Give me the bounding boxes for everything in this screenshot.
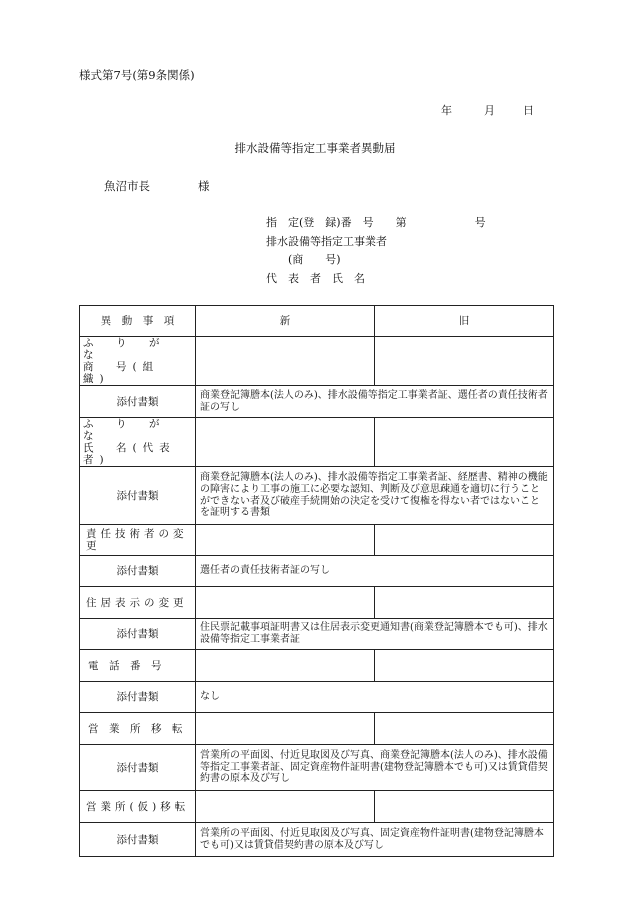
header-item: 異 動 事 項 [80, 306, 196, 337]
new-value-cell[interactable] [196, 587, 375, 619]
change-label-chief-engineer: 責任技術者の変更 [80, 525, 196, 556]
new-value-cell[interactable] [196, 650, 375, 682]
old-value-cell[interactable] [375, 525, 554, 556]
change-row-chief-engineer [80, 525, 554, 556]
change-label-temporary-relocation: 営業所(仮)移転 [80, 791, 196, 823]
attachment-label: 添付書類 [80, 386, 196, 418]
change-label-trade-name [80, 337, 196, 386]
new-value-cell[interactable] [196, 713, 375, 745]
attachment-row [80, 745, 554, 791]
change-table [79, 305, 554, 857]
furigana-label: ふ り が な [83, 418, 182, 442]
change-row-office-relocation [80, 713, 554, 745]
contractor-label: 排水設備等指定工事業者 [266, 234, 387, 248]
attachment-row [80, 823, 554, 857]
old-value-cell[interactable] [375, 650, 554, 682]
attachment-text: 選任者の責任技術者証の写し [196, 556, 554, 587]
designation-suffix: 号 [474, 216, 486, 229]
date-month: 月 [484, 104, 495, 117]
change-row-address-display [80, 587, 554, 619]
new-value-cell[interactable] [196, 337, 375, 386]
header-old: 旧 [375, 306, 554, 337]
addressee-honorific: 様 [198, 179, 210, 193]
designation-label: 指 定(登 録)番 号 [266, 216, 374, 229]
attachment-text: 商業登記簿謄本(法人のみ)、排水設備等指定工事業者証、経歴書、精神の機能の障害により工事の施工に必要な認知、判断及び意思疎通を適切に行うことができない者及び破産手続開始の決定を受けて復権を得ない者ではないことを証明する書類 [196, 467, 554, 525]
attachment-row [80, 556, 554, 587]
designation-prefix: 第 [395, 216, 407, 229]
trade-name-label: (商 号) [288, 253, 341, 266]
designation-number-row [266, 214, 486, 233]
attachment-row [80, 467, 554, 525]
attachment-row [80, 682, 554, 713]
attachment-text: なし [196, 682, 554, 713]
change-row-phone [80, 650, 554, 682]
old-value-cell[interactable] [375, 337, 554, 386]
attachment-label: 添付書類 [80, 467, 196, 525]
attachment-text: 営業所の平面図、付近見取図及び写真、商業登記簿謄本(法人のみ)、排水設備等指定工事業者証、固定資産物件証明書(建物登記簿謄本でも可)又は賃貸借契約書の原本及び写し [196, 745, 554, 791]
trade-name-label: 商 号(組 織) [83, 361, 176, 385]
attachment-label: 添付書類 [80, 823, 196, 857]
old-value-cell[interactable] [375, 418, 554, 467]
change-label-representative [80, 418, 196, 467]
representative-name-label: 氏 名(代表者) [83, 442, 176, 466]
table-header-row [80, 306, 554, 337]
change-label-phone: 電 話 番 号 [80, 650, 196, 682]
change-label-address-display: 住居表示の変更 [80, 587, 196, 619]
attachment-label: 添付書類 [80, 619, 196, 650]
old-value-cell[interactable] [375, 587, 554, 619]
attachment-label: 添付書類 [80, 556, 196, 587]
new-value-cell[interactable] [196, 791, 375, 823]
date-day: 日 [523, 104, 534, 117]
new-value-cell[interactable] [196, 525, 375, 556]
attachment-text: 商業登記簿謄本(法人のみ)、排水設備等指定工事業者証、選任者の責任技術者証の写し [196, 386, 554, 418]
change-row-temporary-relocation [80, 791, 554, 823]
old-value-cell[interactable] [375, 791, 554, 823]
addressee-name: 魚沼市長 [104, 179, 150, 193]
date-year: 年 [441, 104, 452, 117]
new-value-cell[interactable] [196, 418, 375, 467]
document-title: 排水設備等指定工事業者異動届 [234, 141, 396, 155]
date-line [441, 102, 534, 118]
applicant-block [266, 214, 486, 288]
attachment-text: 住民票記載事項証明書又は住居表示変更通知書(商業登記簿謄本でも可)、排水設備等指定工事業者証 [196, 619, 554, 650]
attachment-row [80, 619, 554, 650]
attachment-text: 営業所の平面図、付近見取図及び写真、固定資産物件証明書(建物登記簿謄本でも可)又は賃貸借契約書の原本及び写し [196, 823, 554, 857]
change-row-representative [80, 418, 554, 467]
form-number: 様式第7号(第9条関係) [79, 68, 195, 82]
addressee [104, 178, 210, 194]
furigana-label: ふ り が な [83, 337, 182, 361]
header-new: 新 [196, 306, 375, 337]
attachment-label: 添付書類 [80, 682, 196, 713]
old-value-cell[interactable] [375, 713, 554, 745]
representative-label: 代 表 者 氏 名 [266, 271, 365, 285]
change-label-office-relocation: 営 業 所 移 転 [80, 713, 196, 745]
attachment-label: 添付書類 [80, 745, 196, 791]
attachment-row [80, 386, 554, 418]
change-row-trade-name [80, 337, 554, 386]
